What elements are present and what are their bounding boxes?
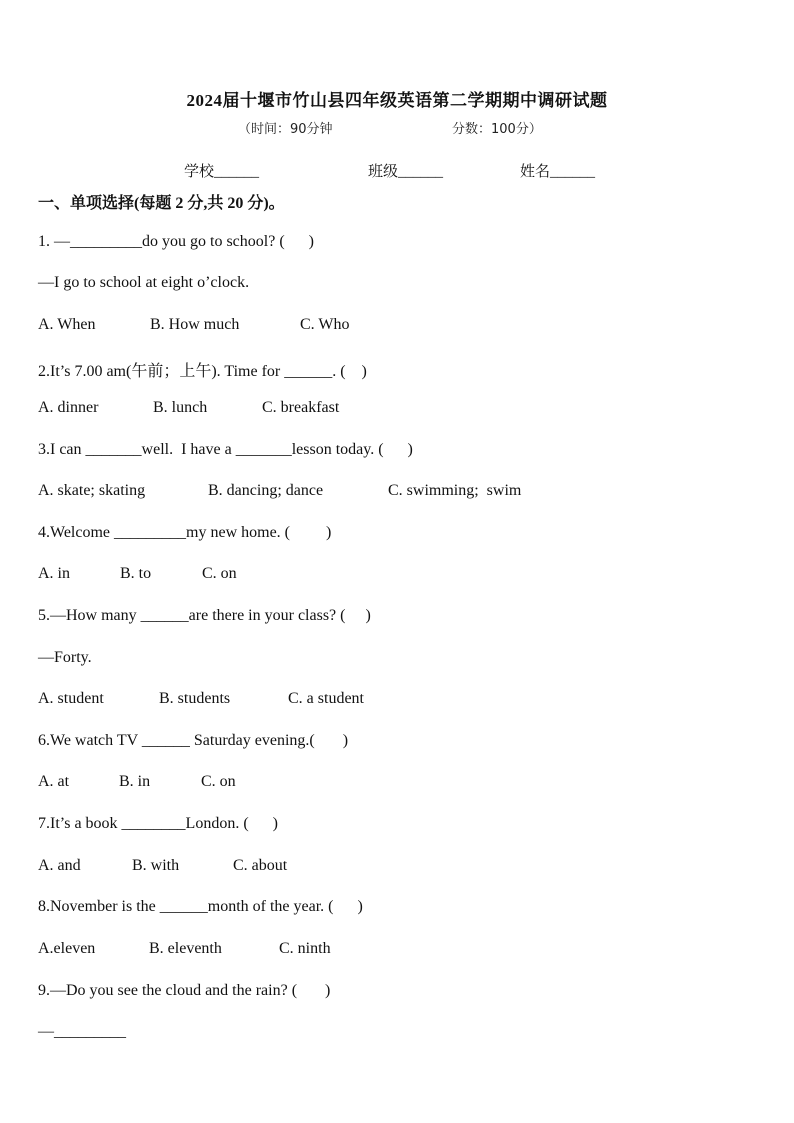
question-1-option-b: B. How much <box>150 316 240 333</box>
question-8-option-a: A.eleven <box>38 940 96 957</box>
school-field: 学校______ <box>184 164 260 180</box>
section-title: 一、单项选择(每题 2 分,共 20 分)。 <box>38 195 285 212</box>
question-1-stem: 1. —_________do you go to school? ( ) <box>38 233 314 250</box>
question-7-option-b: B. with <box>132 857 180 874</box>
question-5-answer-line: —Forty. <box>38 649 92 666</box>
question-3-option-c: C. swimming; swim <box>388 482 522 499</box>
question-2-option-c: C. breakfast <box>262 399 340 416</box>
question-4-option-c: C. on <box>202 565 237 582</box>
question-5-option-c: C. a student <box>288 690 364 707</box>
question-8-stem: 8.November is the ______month of the year. ( ) <box>38 898 363 915</box>
question-7-option-a: A. and <box>38 857 81 874</box>
question-4-stem: 4.Welcome _________my new home. ( ) <box>38 524 332 541</box>
class-field: 班级______ <box>368 164 444 180</box>
question-6-option-a: A. at <box>38 773 70 790</box>
question-4-option-a: A. in <box>38 565 70 582</box>
question-5-stem: 5.—How many ______are there in your class? ( ) <box>38 607 371 624</box>
question-2-stem: 2.It’s 7.00 am(午前；上午). Time for ______. ( ) <box>38 363 367 380</box>
question-1-answer-line: —I go to school at eight o’clock. <box>38 274 250 291</box>
exam-score: 分数：100分） <box>452 122 542 137</box>
question-3-option-b: B. dancing; dance <box>208 482 324 499</box>
question-6-stem: 6.We watch TV ______ Saturday evening.( ) <box>38 732 349 749</box>
name-field: 姓名______ <box>520 164 596 180</box>
question-7-option-c: C. about <box>233 857 288 874</box>
question-3-stem: 3.I can _______well. I have a _______lesson today. ( ) <box>38 441 413 458</box>
question-9-stem: 9.—Do you see the cloud and the rain? ( ) <box>38 982 331 999</box>
question-3-option-a: A. skate; skating <box>38 482 146 499</box>
question-8-option-b: B. eleventh <box>149 940 222 957</box>
question-6-option-c: C. on <box>201 773 236 790</box>
question-5-option-b: B. students <box>159 690 231 707</box>
question-8-option-c: C. ninth <box>279 940 331 957</box>
question-5-option-a: A. student <box>38 690 104 707</box>
question-7-stem: 7.It’s a book ________London. ( ) <box>38 815 278 832</box>
question-9-answer-line: —_________ <box>38 1023 126 1040</box>
question-1-option-a: A. When <box>38 316 96 333</box>
question-6-option-b: B. in <box>119 773 151 790</box>
question-4-option-b: B. to <box>120 565 152 582</box>
question-1-option-c: C. Who <box>300 316 350 333</box>
exam-title: 2024届十堰市竹山县四年级英语第二学期期中调研试题 <box>186 91 608 110</box>
exam-time: （时间：90分钟 <box>238 122 333 137</box>
question-2-option-b: B. lunch <box>153 399 208 416</box>
question-2-option-a: A. dinner <box>38 399 99 416</box>
